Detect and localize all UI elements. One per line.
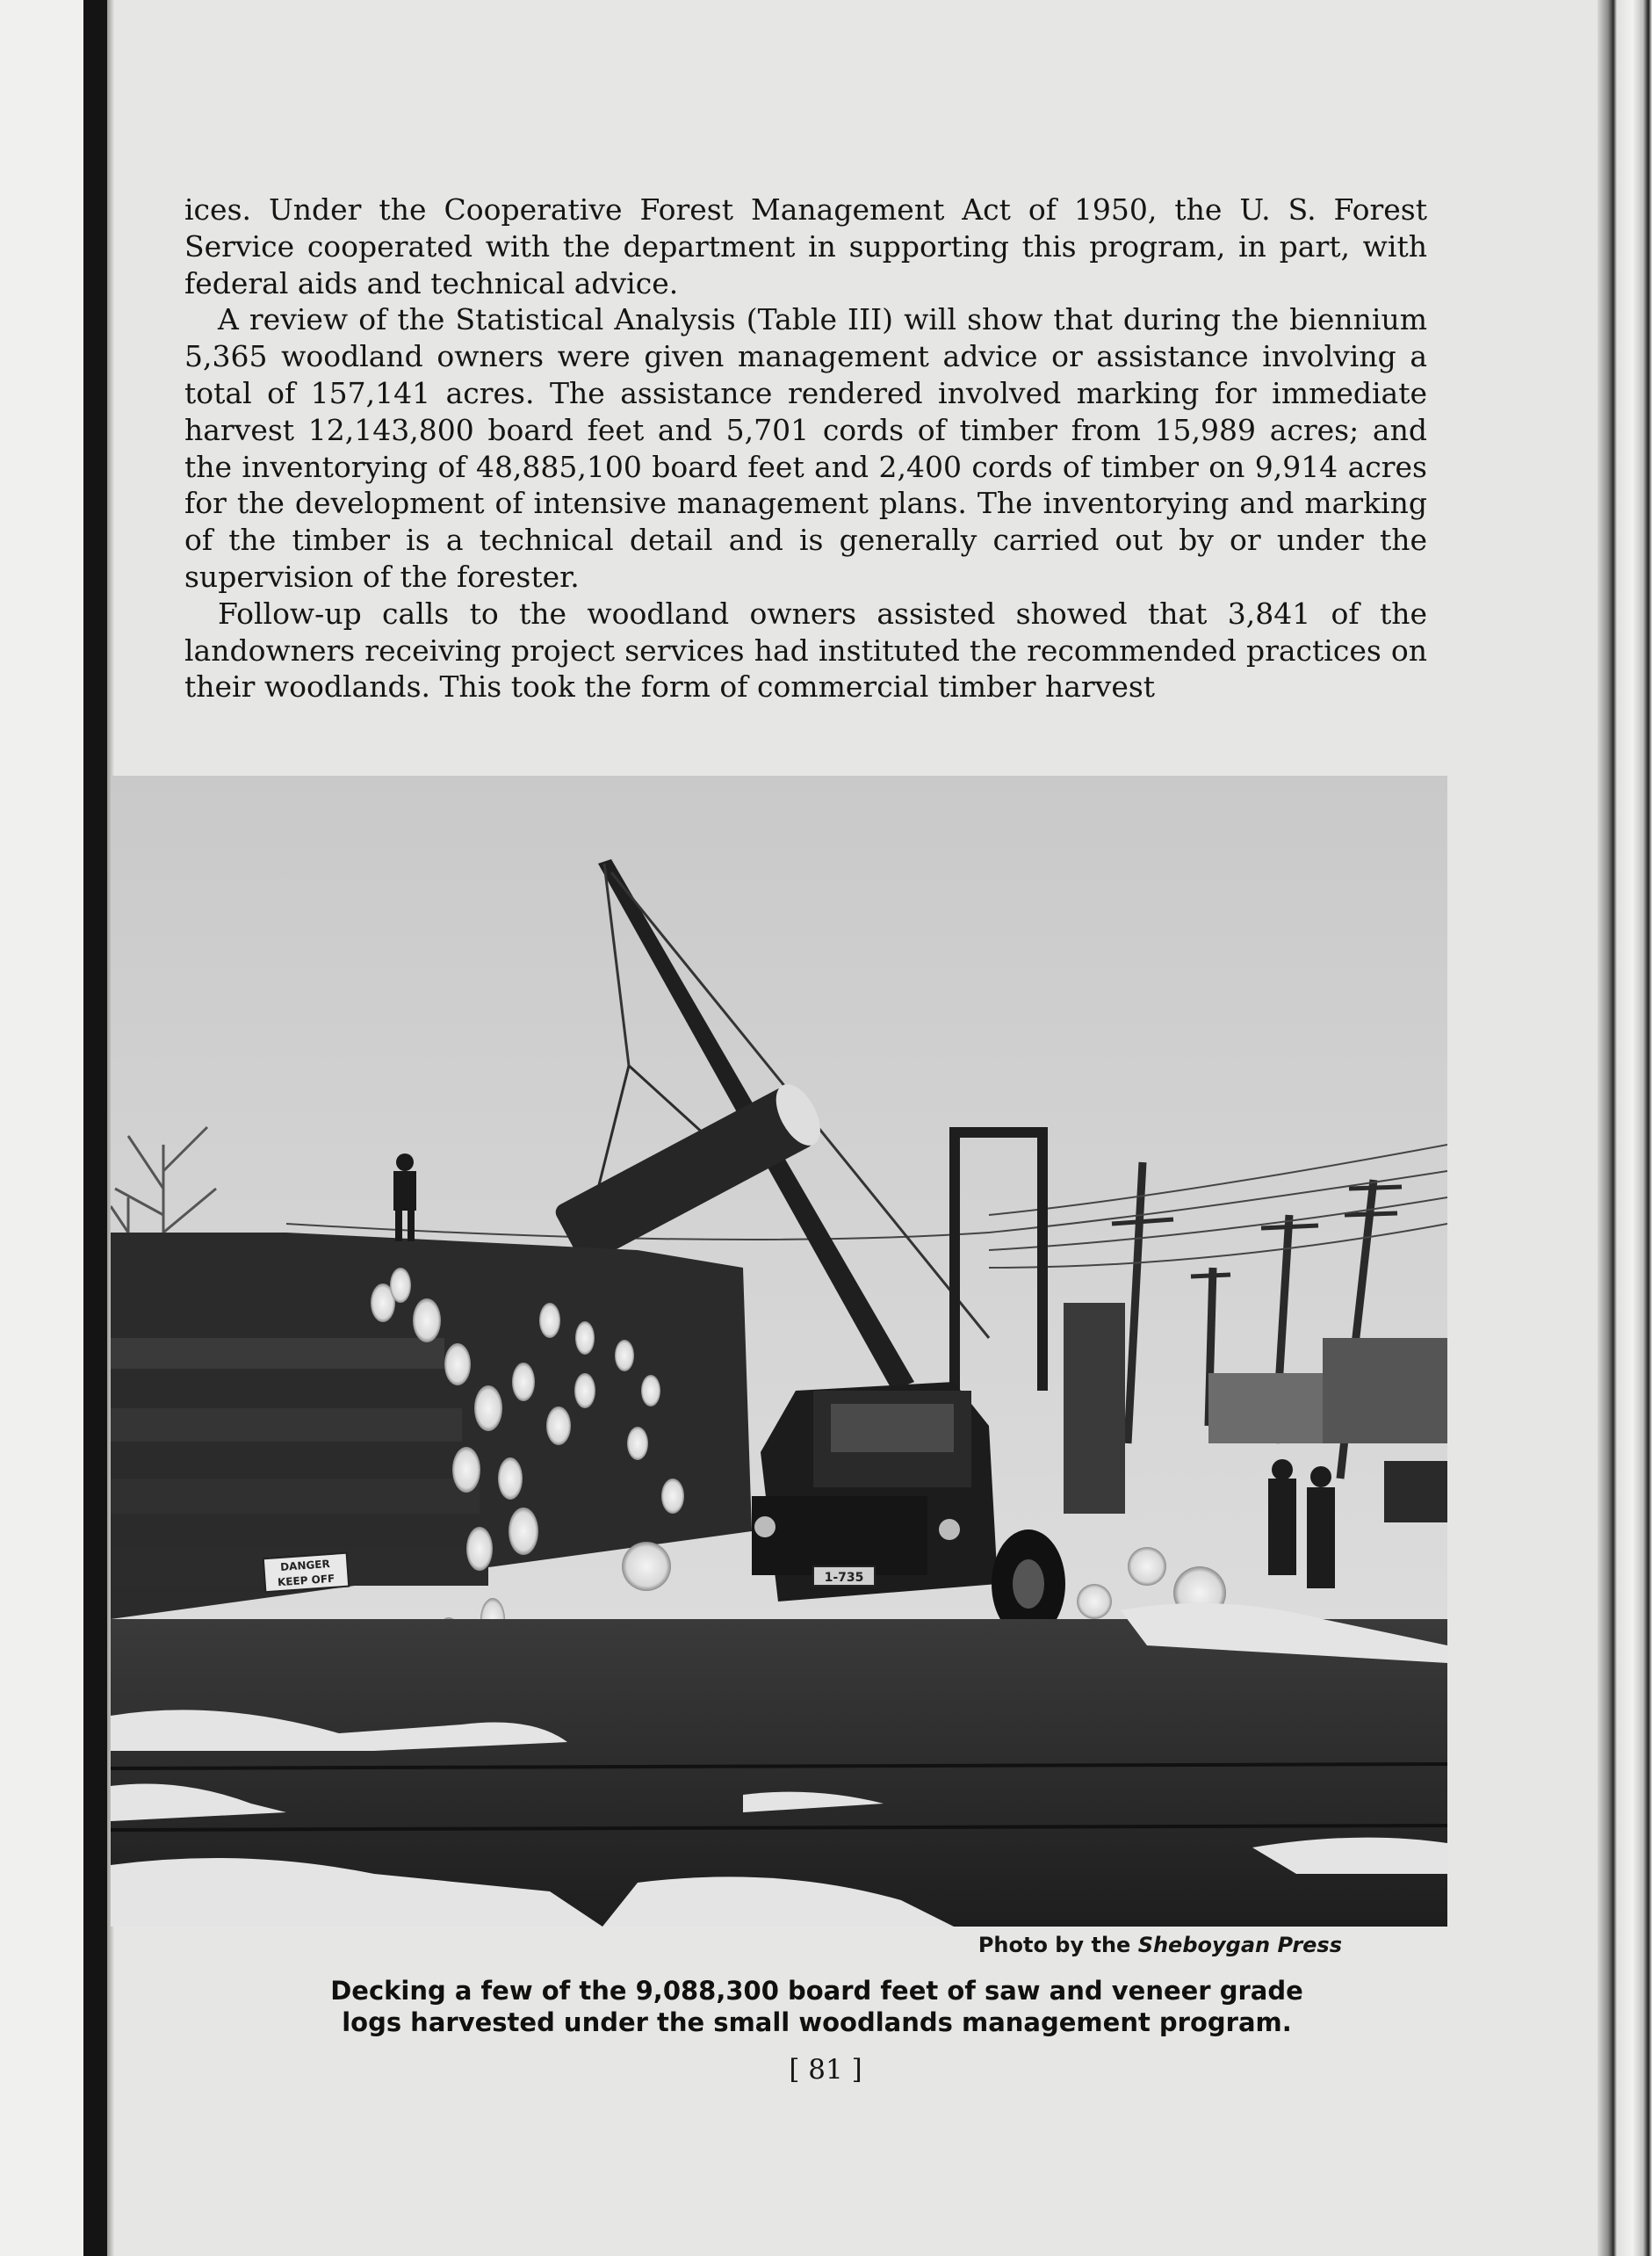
book-page	[114, 0, 1598, 2256]
caption-line-1: Decking a few of the 9,088,300 board feet of saw and veneer grade	[330, 1976, 1303, 2006]
right-page-edge	[1598, 0, 1652, 2256]
paragraph-3: Follow-up calls to the woodland owners assisted showed that 3,841 of the landowners receiving project services had instituted the recommended practices on their woodlands. This took the form of commercial timber harvest	[184, 596, 1427, 705]
license-plate: 1-735	[824, 1571, 864, 1585]
photo-credit	[843, 1933, 1342, 1957]
body-text	[184, 192, 1427, 705]
paragraph-2: A review of the Statistical Analysis (Table III) will show that during the biennium 5,365 woodland owners were given management advice or assistance involving a total of 157,141 acres. The assistance rendered involved marking for immediate harvest 12,143,800 board feet and 5,701 cords of timber from 15,989 acres; and the inventorying of 48,885,100 board feet and 2,400 cords of timber on 9,914 acres for the development of intensive management plans. The inventorying and marking of the timber is a technical detail and is generally carried out by or under the supervision of the forester.	[184, 302, 1427, 594]
left-binding-edge	[0, 0, 114, 2256]
page-number: [ 81 ]	[789, 2054, 862, 2086]
danger-sign-line2: KEEP OFF	[277, 1572, 335, 1589]
danger-sign-line1: DANGER	[279, 1558, 331, 1573]
photo-credit-prefix: Photo by the	[977, 1933, 1131, 1957]
paragraph-1: ices. Under the Cooperative Forest Management Act of 1950, the U. S. Forest Service cooperated with the department in supporting this program, in part, with federal aids and technical advice.	[184, 192, 1427, 300]
photo-credit-source: Sheboygan Press	[1137, 1933, 1342, 1957]
log-yard-photo	[111, 776, 1447, 1927]
caption-line-2: logs harvested under the small woodlands management program.	[342, 2007, 1292, 2037]
photo-illustration	[111, 776, 1447, 1927]
photo-caption	[202, 1975, 1432, 2038]
